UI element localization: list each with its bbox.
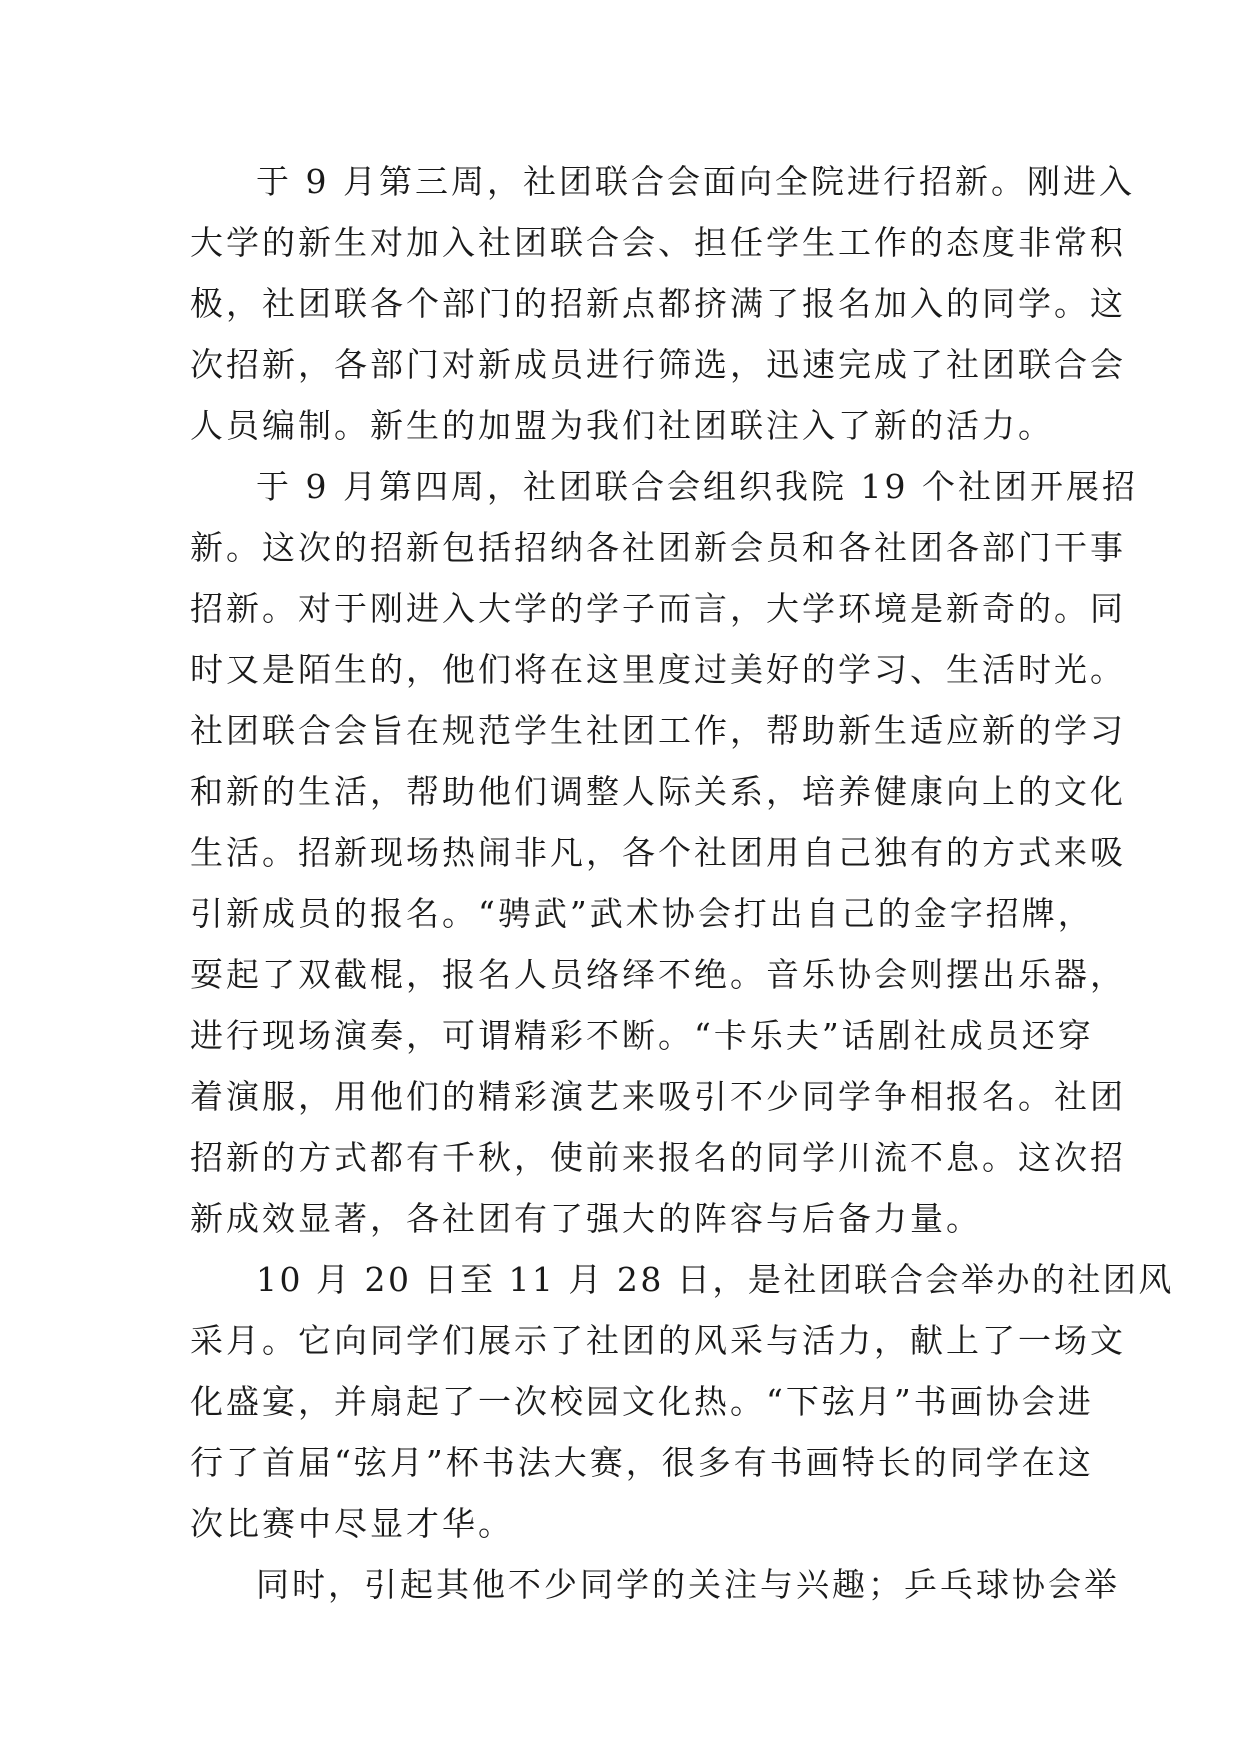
paragraph-2-line-4: 时又是陌生的，他们将在这里度过美好的学习、生活时光。 xyxy=(190,650,1126,689)
paragraph-2-line-13: 新成效显著，各社团有了强大的阵容与后备力量。 xyxy=(190,1199,982,1238)
paragraph-1-line-3: 极，社团联各个部门的招新点都挤满了报名加入的同学。这 xyxy=(190,284,1126,323)
paragraph-3-line-4: 行了首届“弦月”杯书法大赛，很多有书画特长的同学在这 xyxy=(190,1443,1094,1482)
paragraph-4-line-1: 同时，引起其他不少同学的关注与兴趣；乒乓球协会举 xyxy=(256,1565,1120,1604)
paragraph-2-line-3: 招新。对于刚进入大学的学子而言，大学环境是新奇的。同 xyxy=(190,589,1126,628)
paragraph-3-line-3: 化盛宴，并扇起了一次校园文化热。“下弦月”书画协会进 xyxy=(190,1382,1094,1421)
paragraph-3-line-1: 10 月 20 日至 11 月 28 日，是社团联合会举办的社团风 xyxy=(256,1260,1174,1299)
paragraph-2-line-8: 引新成员的报名。“骋武”武术协会打出自己的金字招牌， xyxy=(190,894,1094,933)
paragraph-1-line-2: 大学的新生对加入社团联合会、担任学生工作的态度非常积 xyxy=(190,223,1126,262)
paragraph-2-line-10: 进行现场演奏，可谓精彩不断。“卡乐夫”话剧社成员还穿 xyxy=(190,1016,1094,1055)
paragraph-2-line-5: 社团联合会旨在规范学生社团工作，帮助新生适应新的学习 xyxy=(190,711,1126,750)
paragraph-1-line-1: 于 9 月第三周，社团联合会面向全院进行招新。刚进入 xyxy=(256,162,1135,201)
paragraph-2-line-2: 新。这次的招新包括招纳各社团新会员和各社团各部门干事 xyxy=(190,528,1126,567)
paragraph-2-line-6: 和新的生活，帮助他们调整人际关系，培养健康向上的文化 xyxy=(190,772,1126,811)
paragraph-2-line-11: 着演服，用他们的精彩演艺来吸引不少同学争相报名。社团 xyxy=(190,1077,1126,1116)
paragraph-3-line-2: 采月。它向同学们展示了社团的风采与活力，献上了一场文 xyxy=(190,1321,1126,1360)
paragraph-2-line-12: 招新的方式都有千秋，使前来报名的同学川流不息。这次招 xyxy=(190,1138,1126,1177)
paragraph-1-line-4: 次招新，各部门对新成员进行筛选，迅速完成了社团联合会 xyxy=(190,345,1126,384)
paragraph-2-line-1: 于 9 月第四周，社团联合会组织我院 19 个社团开展招 xyxy=(256,467,1138,506)
paragraph-2-line-7: 生活。招新现场热闹非凡，各个社团用自己独有的方式来吸 xyxy=(190,833,1126,872)
paragraph-1-line-5: 人员编制。新生的加盟为我们社团联注入了新的活力。 xyxy=(190,406,1054,445)
paragraph-2-line-9: 耍起了双截棍，报名人员络绎不绝。音乐协会则摆出乐器， xyxy=(190,955,1126,994)
paragraph-3-line-5: 次比赛中尽显才华。 xyxy=(190,1504,514,1543)
